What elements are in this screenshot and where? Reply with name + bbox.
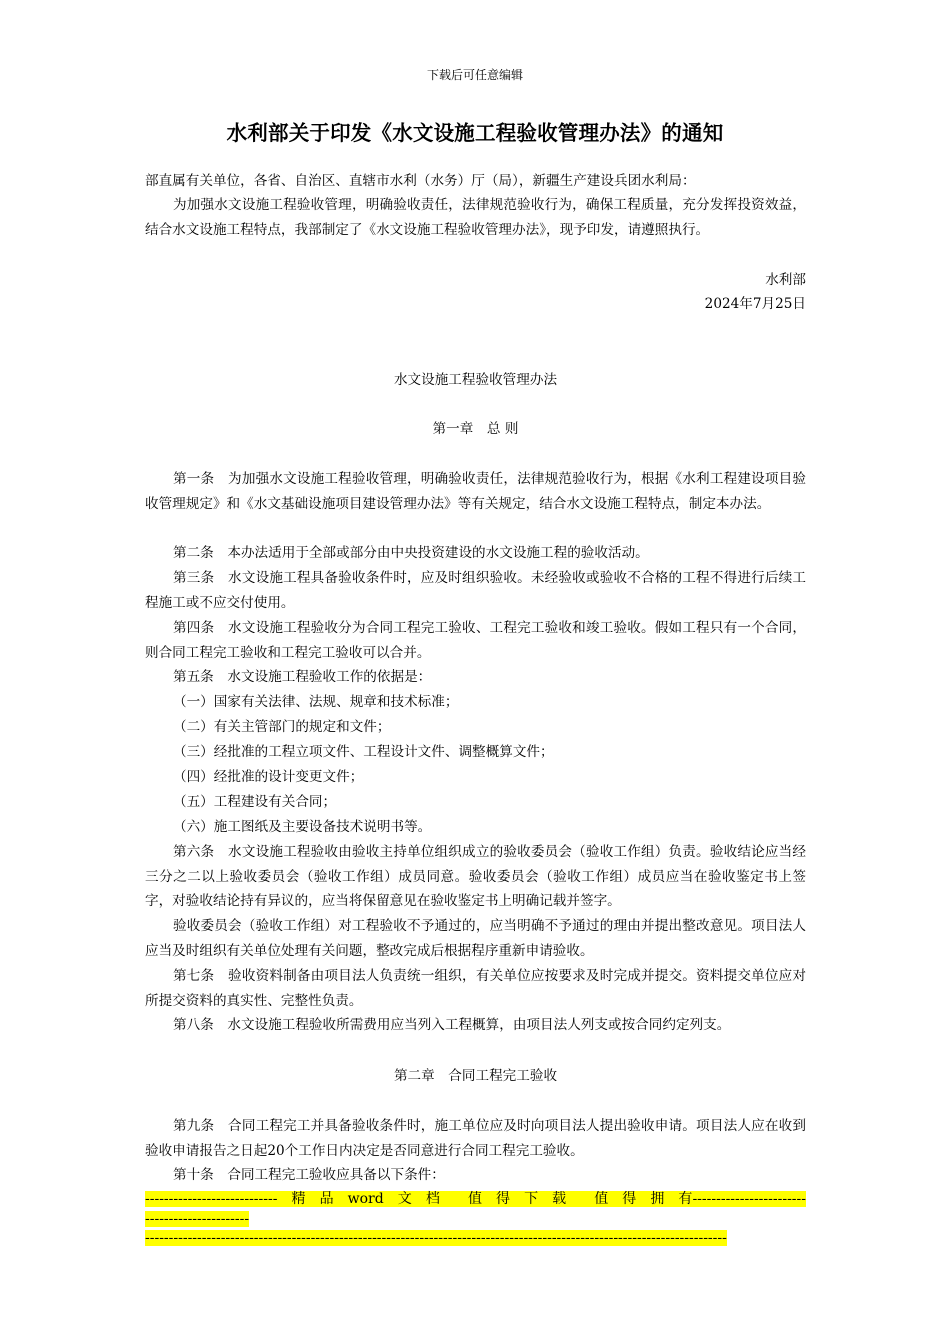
notice-title: 水利部关于印发《水文设施工程验收管理办法》的通知 [226, 121, 724, 145]
article-10: 第十条 合同工程完工验收应具备以下条件： [173, 1167, 445, 1183]
basis-item: （三）经批准的工程立项文件、工程设计文件、调整概算文件； [173, 744, 554, 760]
basis-item: （五）工程建设有关合同； [173, 794, 337, 810]
footer-banner-text: ---------------------------- 精 品 word 文 档 值 得 下 载 值 得 拥 有---------------------------------------------- [145, 1191, 806, 1227]
footer-dashes [145, 1228, 806, 1248]
chapter-1-heading: 第一章 总 则 [432, 421, 519, 437]
basis-item: （一）国家有关法律、法规、规章和技术标准； [173, 694, 459, 710]
addressee: 部直属有关单位，各省、自治区、直辖市水利（水务）厅（局），新疆生产建设兵团水利局： [145, 173, 696, 189]
article-9: 第九条 合同工程完工并具备验收条件时，施工单位应及时向项目法人提出验收申请。项目法人应在收到验收申请报告之日起20个工作日内决定是否同意进行合同工程完工验收。 [145, 1118, 806, 1159]
basis-item: （二）有关主管部门的规定和文件； [173, 719, 391, 735]
article-7: 第七条 验收资料制备由项目法人负责统一组织，有关单位应按要求及时完成并提交。资料提交单位应对所提交资料的真实性、完整性负责。 [145, 968, 806, 1009]
chapter-2-heading: 第二章 合同工程完工验收 [393, 1068, 558, 1084]
signature: 水利部 [765, 272, 806, 288]
basis-item: （六）施工图纸及主要设备技术说明书等。 [173, 819, 432, 835]
article-2: 第二条 本办法适用于全部或部分由中央投资建设的水文设施工程的验收活动。 [173, 545, 649, 561]
article-1: 第一条 为加强水文设施工程验收管理，明确验收责任，法律规范验收行为，根据《水利工程建设项目验收管理规定》和《水文基础设施项目建设管理办法》等有关规定，结合水文设施工程特点，制定本办法。 [145, 471, 806, 512]
intro-paragraph: 为加强水文设施工程验收管理，明确验收责任，法律规范验收行为，确保工程质量，充分发挥投资效益，结合水文设施工程特点，我部制定了《水文设施工程验收管理办法》，现予印发，请遵照执行。 [145, 197, 806, 238]
page-header: 下载后可任意编辑 [426, 68, 523, 82]
article-6: 第六条 水文设施工程验收由验收主持单位组织成立的验收委员会（验收工作组）负责。验收结论应当经三分之二以上验收委员会（验收工作组）成员同意。验收委员会（验收工作组）成员应当在验收鉴定书上签字，对验收结论持有异议的，应当将保留意见在验收鉴定书上明确记载并签字。 [145, 844, 806, 910]
date: 2024年7月25日 [704, 296, 806, 312]
basis-item: （四）经批准的设计变更文件； [173, 769, 364, 785]
article-3: 第三条 水文设施工程具备验收条件时，应及时组织验收。未经验收或验收不合格的工程不得进行后续工程施工或不应交付使用。 [145, 570, 806, 611]
document-title: 水文设施工程验收管理办法 [393, 372, 558, 388]
footer-dashes-text: --------------------------------------------------------------------------------------------------------------------------- [145, 1230, 727, 1246]
article-5: 第五条 水文设施工程验收工作的依据是： [173, 669, 432, 685]
article-4: 第四条 水文设施工程验收分为合同工程完工验收、工程完工验收和竣工验收。假如工程只有一个合同，则合同工程完工验收和工程完工验收可以合并。 [145, 620, 806, 661]
article-6-continued: 验收委员会（验收工作组）对工程验收不予通过的，应当明确不予通过的理由并提出整改意见。项目法人应当及时组织有关单位处理有关问题，整改完成后根据程序重新申请验收。 [145, 918, 806, 959]
article-8: 第八条 水文设施工程验收所需费用应当列入工程概算，由项目法人列支或按合同约定列支。 [173, 1017, 731, 1033]
footer-banner [145, 1189, 806, 1229]
